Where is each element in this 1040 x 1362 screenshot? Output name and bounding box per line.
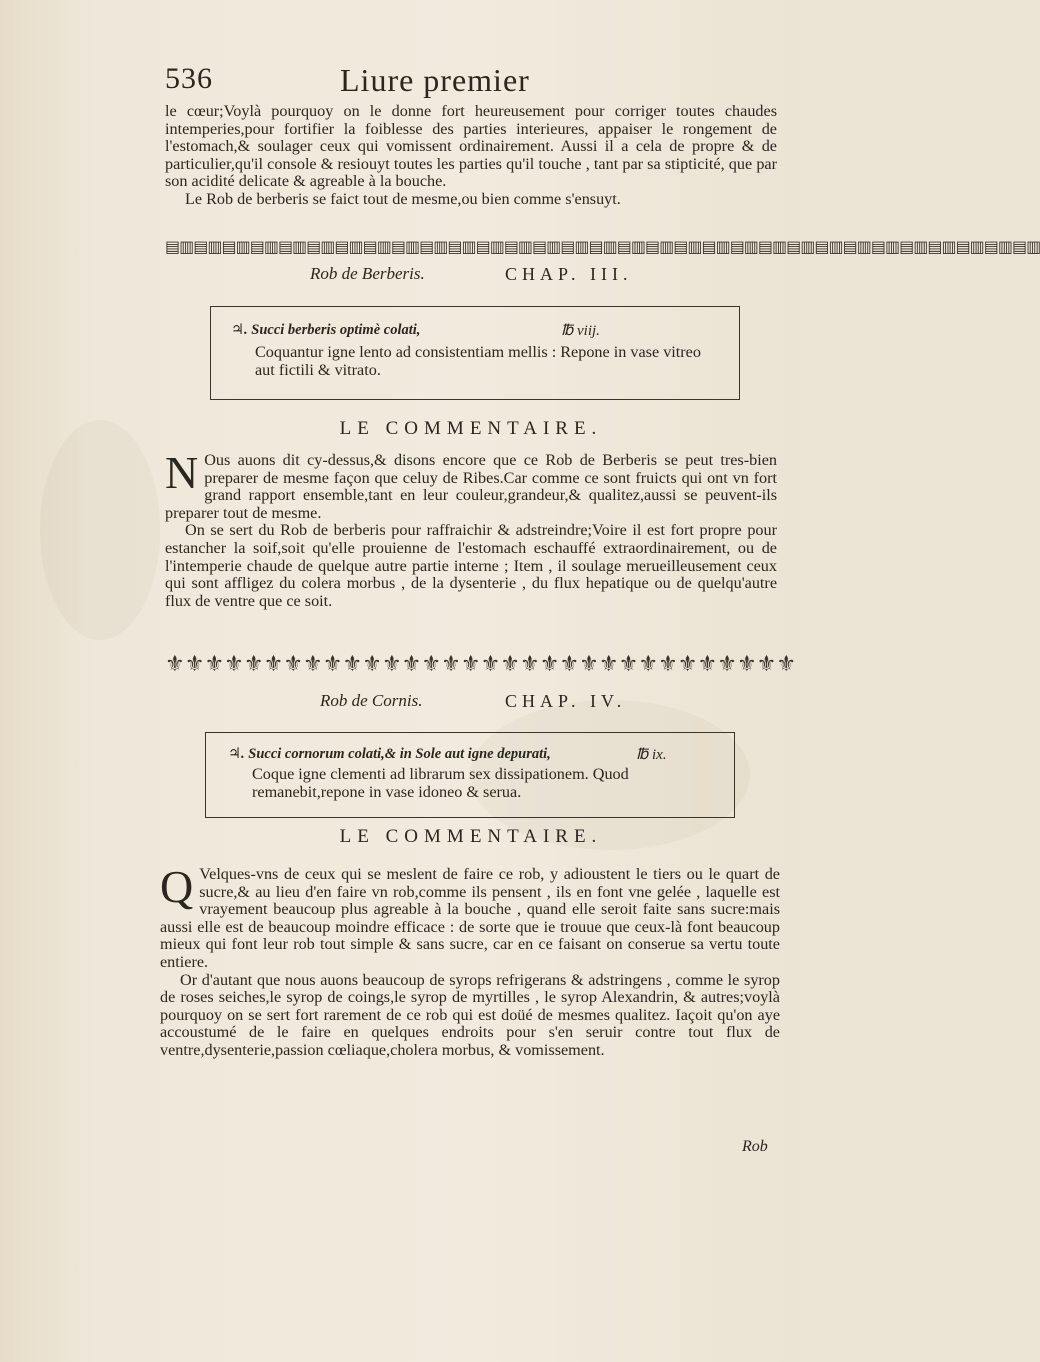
page-number: 536 xyxy=(165,62,213,95)
recipe-3-instructions: Coquantur igne lento ad consistentiam mellis : Repone in vase vitreo aut fictili & vitrato. xyxy=(255,343,701,379)
ornamental-band: ▤▥▤▥▤▥▤▥▤▥▤▥▤▥▤▥▤▥▤▥▤▥▤▥▤▥▤▥▤▥▤▥▤▥▤▥▤▥▤▥▤▥▤▥▤▥▤▥▤▥▤▥▤▥▤▥▤▥▤▥▤▥ xyxy=(165,237,1040,256)
dropcap-q: Q xyxy=(160,861,194,912)
chapter-4-label: CHAP. IV. xyxy=(505,691,627,711)
recipe-box-4 xyxy=(205,732,735,818)
commentary-4-heading: LE COMMENTAIRE. xyxy=(339,826,603,847)
intro-text xyxy=(165,103,777,209)
chapter-3-title: Rob de Berberis. xyxy=(310,264,425,283)
recipe-4-instructions: Coque igne clementi ad librarum sex dissipationem. Quod remanebit,repone in vase idoneo & serua. xyxy=(252,765,629,801)
commentary-3-para1: Ous auons dit cy-dessus,& disons encore que ce Rob de Berberis se peut tres-bien preparer de mesme façon que celuy de Ribes.Car comme ce sont fruicts qui ont vn fort grand rapport ensemble,tant en leur couleur,grandeur,& qualitez,aussi se peuvent-ils preparer tout de mesme. xyxy=(165,451,777,522)
running-head: Liure premier xyxy=(340,62,530,98)
recipe-4-quantity: ℔ ix. xyxy=(636,747,667,763)
paper-stain xyxy=(40,420,160,640)
recipe-3-quantity: ℔ viij. xyxy=(561,323,600,339)
intro-last-line: Le Rob de berberis se faict tout de mesme,ou bien comme s'ensuyt. xyxy=(185,189,621,208)
commentary-4-para2: Or d'autant que nous auons beaucoup de syrops refrigerans & adstringens , comme le syrop de roses seiches,le syrop de coings,le syrop de myrtilles , le syrop Alexandrin, & autres;voylà pourquoy on se sert fort rarement de ce rob qui est doüé de mesmes qualitez. Iaçoit qu'on aye accoustumé de le faire en quelques endroits pour s'en seruir contre tout flux de ventre,dysenterie,passion cœliaque,cholera morbus, & vomissement. xyxy=(160,970,780,1059)
intro-paragraph: le cœur;Voylà pourquoy on le donne fort heureusement pour corriger toutes chaudes intemperies,pour fortifier la foiblesse des parties interieures, appaiser le rongement de l'estomach,& soulager ceux qui vomissent ordinairement. Aussi il a cela de propre & de particulier,qu'il console & resiouyt toutes les parties qu'il touche , tant par sa stipticité, que par son acidité delicate & agreable à la bouche. xyxy=(165,102,777,191)
page-header xyxy=(165,62,725,106)
commentary-3-text xyxy=(165,447,777,610)
fleuron-band: ⚜⚜⚜⚜⚜⚜⚜⚜⚜⚜⚜⚜⚜⚜⚜⚜⚜⚜⚜⚜⚜⚜⚜⚜⚜⚜⚜⚜⚜⚜⚜⚜ xyxy=(165,652,797,677)
chapter-4-heading xyxy=(165,691,777,715)
recipe-3-ingredient: ♃. Succi berberis optimè colati, xyxy=(231,322,421,338)
commentary-3-para2: On se sert du Rob de berberis pour raffraichir & adstreindre;Voire il est fort propre pour estancher la soif,soit qu'elle prouienne de l'estomach eschauffé extraordinairement, ou de l'intemperie chaude de quelque autre partie interne ; Item , il soulage merueilleusement ceux qui sont affligez du colera morbus , de la dysenterie , du flux hepatique ou de quelqu'autre flux de ventre que ce soit. xyxy=(165,521,777,610)
commentary-3-heading: LE COMMENTAIRE. xyxy=(339,418,603,439)
chapter-3-heading xyxy=(165,264,777,288)
commentary-4-para1: Velques-vns de ceux qui se meslent de faire ce rob, y adioustent le tiers ou le quart de sucre,& au lieu d'en faire vn rob,comme ils pensent , ils en font vne gelée , laquelle est vrayement beaucoup plus agreable à la bouche , quand elle seroit faite sans sucre:mais aussi elle est de beaucoup moindre efficace : de sorte que ie trouue que ceux-là font beaucoup mieux qui font leur rob tout simple & sans sucre, car en ce faisant on conserue sa vertu toute entiere. xyxy=(160,865,780,971)
dropcap-n: N xyxy=(165,447,199,498)
recipe-4-ingredient: ♃. Succi cornorum colati,& in Sole aut igne depurati, xyxy=(228,746,551,762)
catchword: Rob xyxy=(742,1138,768,1155)
chapter-4-title: Rob de Cornis. xyxy=(320,691,423,710)
recipe-box-3 xyxy=(210,306,740,400)
commentary-4-text xyxy=(160,861,780,1060)
chapter-3-label: CHAP. III. xyxy=(505,264,633,284)
